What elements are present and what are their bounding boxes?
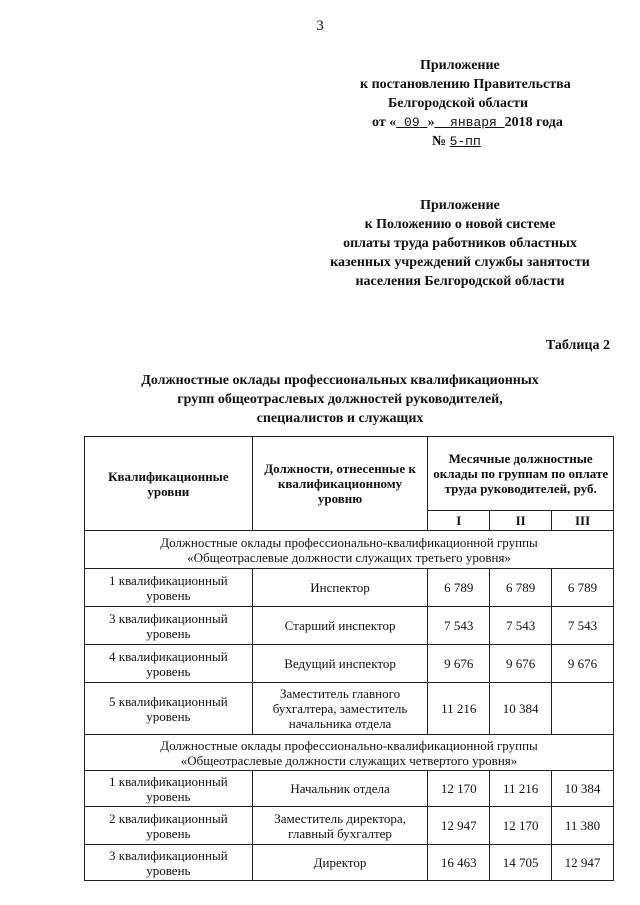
table-row [85, 683, 614, 735]
table-title-line1: Должностные оклады профессиональных квалификационных [141, 373, 539, 388]
table-header-row [85, 437, 614, 511]
cell-group-1: 12 947 [428, 807, 490, 845]
table-row [85, 845, 614, 881]
cell-group-3: 10 384 [552, 771, 614, 807]
date-prefix: от « [372, 115, 397, 130]
section-title: Должностные оклады профессионально-квалификационной группы «Общеотраслевые должности служащих четвертого уровня» [85, 735, 614, 771]
header-group-1: I [428, 511, 490, 531]
cell-group-3: 9 676 [552, 645, 614, 683]
appendix-regulation-line4: казенных учреждений службы занятости [330, 255, 590, 270]
table-title-line3: специалистов и служащих [256, 411, 424, 426]
cell-group-2: 7 543 [490, 607, 552, 645]
page-number: 3 [316, 18, 324, 34]
cell-level: 4 квалификационный уровень [85, 645, 253, 683]
appendix-regulation-title: Приложение [420, 198, 500, 213]
table-title [120, 371, 560, 428]
salary-table [84, 436, 614, 881]
cell-group-1: 16 463 [428, 845, 490, 881]
cell-position: Начальник отдела [252, 771, 428, 807]
appendix-government-block [340, 56, 610, 151]
cell-group-3: 7 543 [552, 607, 614, 645]
appendix-government-line3: Белгородской области [388, 96, 529, 111]
appendix-government-date [340, 113, 610, 132]
cell-level: 3 квалификационный уровень [85, 845, 253, 881]
appendix-regulation-line5: населения Белгородской области [355, 274, 565, 289]
section-title-row [85, 531, 614, 569]
section-title: Должностные оклады профессионально-квалификационной группы «Общеотраслевые должности служащих третьего уровня» [85, 531, 614, 569]
date-mid: » [427, 115, 435, 130]
table-label: Таблица 2 [545, 338, 610, 353]
cell-group-2: 11 216 [490, 771, 552, 807]
cell-group-1: 7 543 [428, 607, 490, 645]
appendix-government-number [340, 132, 610, 151]
appendix-government-line2: к постановлению Правительства [360, 77, 571, 92]
cell-group-2: 10 384 [490, 683, 552, 735]
header-position: Должности, отнесенные к квалификационному уровню [252, 437, 428, 531]
cell-group-3: 12 947 [552, 845, 614, 881]
appendix-regulation-block [300, 196, 620, 291]
number-value: 5-пп [449, 134, 481, 149]
date-month: января [450, 115, 497, 130]
table-row [85, 569, 614, 607]
cell-group-2: 14 705 [490, 845, 552, 881]
table-row [85, 771, 614, 807]
cell-group-1: 9 676 [428, 645, 490, 683]
date-day: 09 [404, 115, 420, 130]
cell-group-3 [552, 683, 614, 735]
appendix-regulation-line3: оплаты труда работников областных [343, 236, 577, 251]
cell-position: Директор [252, 845, 428, 881]
header-salary: Месячные должностные оклады по группам по оплате труда руководителей, руб. [428, 437, 614, 511]
table-row [85, 645, 614, 683]
cell-group-2: 6 789 [490, 569, 552, 607]
cell-group-3: 11 380 [552, 807, 614, 845]
cell-group-1: 6 789 [428, 569, 490, 607]
number-prefix: № [432, 134, 447, 149]
appendix-government-title: Приложение [420, 58, 500, 73]
cell-level: 2 квалификационный уровень [85, 807, 253, 845]
cell-group-2: 9 676 [490, 645, 552, 683]
cell-position: Инспектор [252, 569, 428, 607]
table-row [85, 807, 614, 845]
cell-level: 1 квалификационный уровень [85, 569, 253, 607]
cell-position: Заместитель директора, главный бухгалтер [252, 807, 428, 845]
header-group-3: III [552, 511, 614, 531]
cell-level: 1 квалификационный уровень [85, 771, 253, 807]
cell-group-1: 12 170 [428, 771, 490, 807]
cell-level: 5 квалификационный уровень [85, 683, 253, 735]
header-group-2: II [490, 511, 552, 531]
cell-group-3: 6 789 [552, 569, 614, 607]
date-suffix: 2018 года [504, 115, 563, 130]
table-row [85, 607, 614, 645]
table-title-line2: групп общеотраслевых должностей руководителей, [177, 392, 503, 407]
cell-position: Ведущий инспектор [252, 645, 428, 683]
cell-level: 3 квалификационный уровень [85, 607, 253, 645]
cell-group-2: 12 170 [490, 807, 552, 845]
header-level: Квалификационные уровни [85, 437, 253, 531]
cell-position: Старший инспектор [252, 607, 428, 645]
cell-position: Заместитель главного бухгалтера, заместитель начальника отдела [252, 683, 428, 735]
appendix-regulation-line2: к Положению о новой системе [364, 217, 556, 232]
section-title-row [85, 735, 614, 771]
cell-group-1: 11 216 [428, 683, 490, 735]
